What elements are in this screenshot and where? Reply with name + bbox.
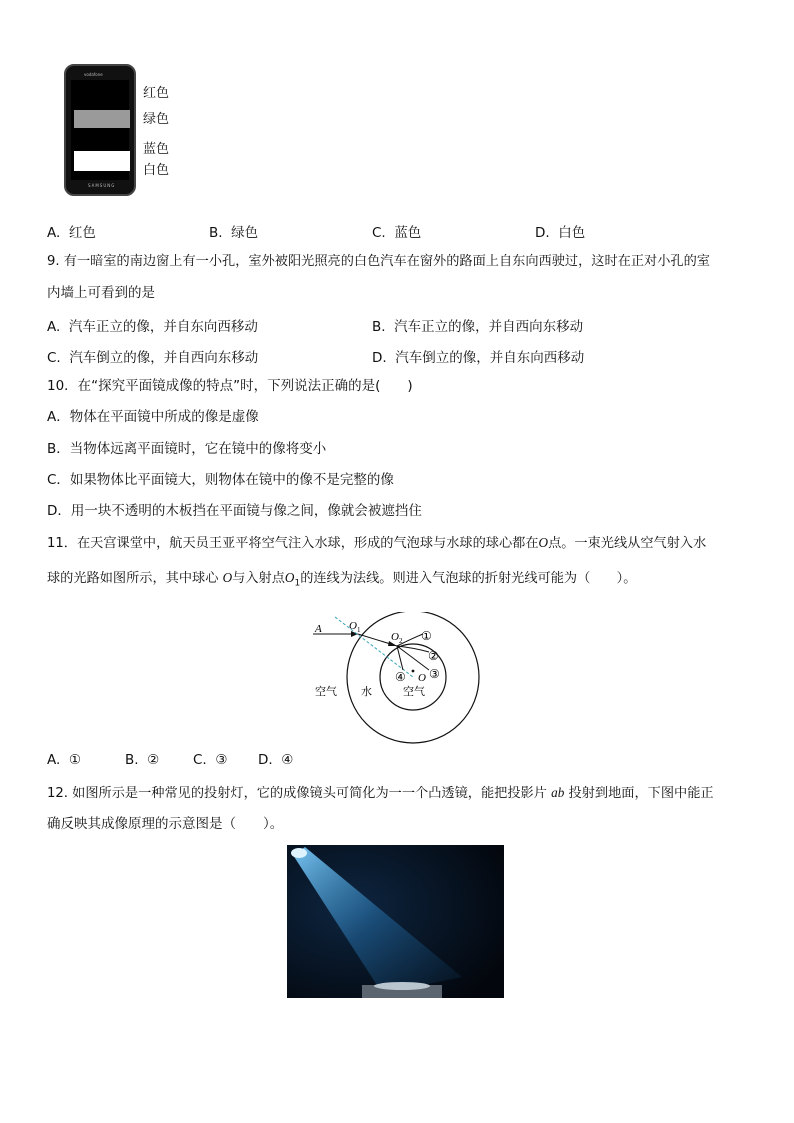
symbol-ab: ab bbox=[551, 785, 565, 800]
q12-stem-line2: 确反映其成像原理的示意图是（ ）。 bbox=[47, 816, 284, 832]
subscript: 1 bbox=[294, 578, 301, 589]
phone-brand-bottom: SAMSUNG bbox=[88, 183, 116, 188]
option-text: ① bbox=[68, 752, 81, 768]
symbol-o1: O bbox=[284, 570, 295, 585]
option-letter: C. bbox=[47, 350, 61, 366]
option-letter: B. bbox=[372, 319, 386, 335]
option-letter: B. bbox=[209, 225, 223, 241]
label-ray-3: ③ bbox=[429, 667, 440, 681]
option-letter: C. bbox=[193, 752, 207, 768]
spotlight-photo bbox=[287, 845, 504, 998]
phone-label-blue: 蓝色 bbox=[143, 142, 170, 157]
option-letter: A. bbox=[47, 319, 61, 335]
option-text: 汽车倒立的像，并自东向西移动 bbox=[395, 350, 585, 366]
label-o1-sub: 1 bbox=[357, 626, 361, 634]
option-text: 蓝色 bbox=[394, 225, 422, 241]
q11-text: 与入射点 bbox=[232, 571, 285, 586]
q8-option-a[interactable] bbox=[47, 221, 96, 241]
label-ray-4: ④ bbox=[395, 670, 406, 684]
option-letter: A. bbox=[47, 225, 61, 241]
q11-text: 的连线为法线。则进入气泡球的折射光线可能为（ ）。 bbox=[300, 571, 637, 586]
option-text: ④ bbox=[281, 752, 294, 768]
q8-option-b[interactable] bbox=[209, 221, 258, 241]
q12-text: 12. 如图所示是一种常见的投射灯，它的成像镜头可简化为一一个凸透镜，能把投影片 bbox=[47, 786, 547, 801]
option-text: 白色 bbox=[558, 225, 586, 241]
label-air-outer: 空气 bbox=[315, 685, 337, 698]
q11-option-a[interactable] bbox=[47, 752, 81, 768]
q10-option-c[interactable]: C．如果物体比平面镜大，则物体在镜中的像不是完整的像 bbox=[47, 472, 394, 488]
label-water: 水 bbox=[361, 685, 372, 698]
q10-option-a[interactable]: A．物体在平面镜中所成的像是虚像 bbox=[47, 409, 259, 425]
q11-option-b[interactable] bbox=[125, 752, 159, 768]
option-letter: D. bbox=[258, 752, 273, 768]
label-o2: O bbox=[391, 631, 399, 643]
q11-stem-line1 bbox=[47, 534, 706, 553]
q11-stem-line2 bbox=[47, 569, 636, 593]
q8-option-c[interactable] bbox=[372, 221, 421, 241]
option-text: 汽车正立的像，并自东向西移动 bbox=[68, 319, 258, 335]
label-ray-2: ② bbox=[428, 649, 439, 663]
phone-label-red: 红色 bbox=[143, 86, 170, 101]
q11-text: 11．在天宫课堂中，航天员王亚平将空气注入水球，形成的气泡球与水球的球心都在 bbox=[47, 536, 539, 551]
q9-option-d[interactable] bbox=[372, 346, 584, 366]
stage-platform-tier bbox=[374, 982, 430, 990]
center-dot bbox=[412, 670, 415, 673]
phone-brand-top: vodafone bbox=[84, 72, 103, 77]
option-text: ③ bbox=[215, 752, 228, 768]
q9-option-c[interactable] bbox=[47, 346, 258, 366]
label-o1: O bbox=[349, 620, 357, 632]
q11-text: 点。一束光线从空气射入水 bbox=[548, 536, 707, 551]
q10-option-b[interactable]: B．当物体远离平面镜时，它在镜中的像将变小 bbox=[47, 441, 327, 457]
phone-figure bbox=[64, 64, 136, 196]
q9-stem-line1: 9. 有一暗室的南边窗上有一小孔，室外被阳光照亮的白色汽车在窗外的路面上自东向西驶过，这时在正对小孔的室 bbox=[47, 254, 710, 269]
q9-option-a[interactable] bbox=[47, 315, 258, 335]
phone-label-white: 白色 bbox=[143, 163, 170, 178]
label-air-inner: 空气 bbox=[403, 685, 425, 698]
option-letter: D. bbox=[372, 350, 387, 366]
q11-text: 球的光路如图所示，其中球心 bbox=[47, 571, 219, 586]
spotlight-drawing bbox=[287, 845, 504, 998]
q10-option-d[interactable]: D．用一块不透明的木板挡在平面镜与像之间，像就会被遮挡住 bbox=[47, 503, 422, 519]
symbol-o: O bbox=[538, 535, 549, 550]
bubble-ray-diagram bbox=[305, 612, 485, 752]
label-o2-sub: 2 bbox=[399, 637, 403, 645]
q9-option-b[interactable] bbox=[372, 315, 583, 335]
option-letter: B. bbox=[125, 752, 139, 768]
option-letter: D. bbox=[535, 225, 550, 241]
option-text: 绿色 bbox=[231, 225, 259, 241]
option-text: ② bbox=[147, 752, 160, 768]
option-text: 汽车正立的像，并自西向东移动 bbox=[394, 319, 584, 335]
phone-white-bar bbox=[74, 151, 130, 171]
q11-option-c[interactable] bbox=[193, 752, 227, 768]
label-a: A bbox=[315, 623, 322, 635]
q12-stem-line1 bbox=[47, 784, 714, 803]
phone-label-green: 绿色 bbox=[143, 112, 170, 127]
phone-screen bbox=[71, 80, 129, 180]
q8-option-d[interactable] bbox=[535, 221, 585, 241]
label-o: O bbox=[418, 672, 426, 684]
option-letter: C. bbox=[372, 225, 386, 241]
spotlight-lamp bbox=[291, 848, 307, 858]
option-letter: A. bbox=[47, 752, 61, 768]
q10-stem: 10．在“探究平面镜成像的特点”时，下列说法正确的是( ) bbox=[47, 378, 413, 394]
q11-option-d[interactable] bbox=[258, 752, 293, 768]
option-text: 汽车倒立的像，并自西向东移动 bbox=[69, 350, 259, 366]
symbol-o: O bbox=[222, 570, 233, 585]
phone-green-bar bbox=[74, 110, 130, 128]
q9-stem-line2: 内墙上可看到的是 bbox=[47, 285, 155, 301]
label-ray-1: ① bbox=[421, 629, 432, 643]
option-text: 红色 bbox=[68, 225, 96, 241]
water-ball-outline bbox=[347, 612, 479, 743]
q12-text: 投射到地面，下图中能正 bbox=[568, 786, 714, 801]
